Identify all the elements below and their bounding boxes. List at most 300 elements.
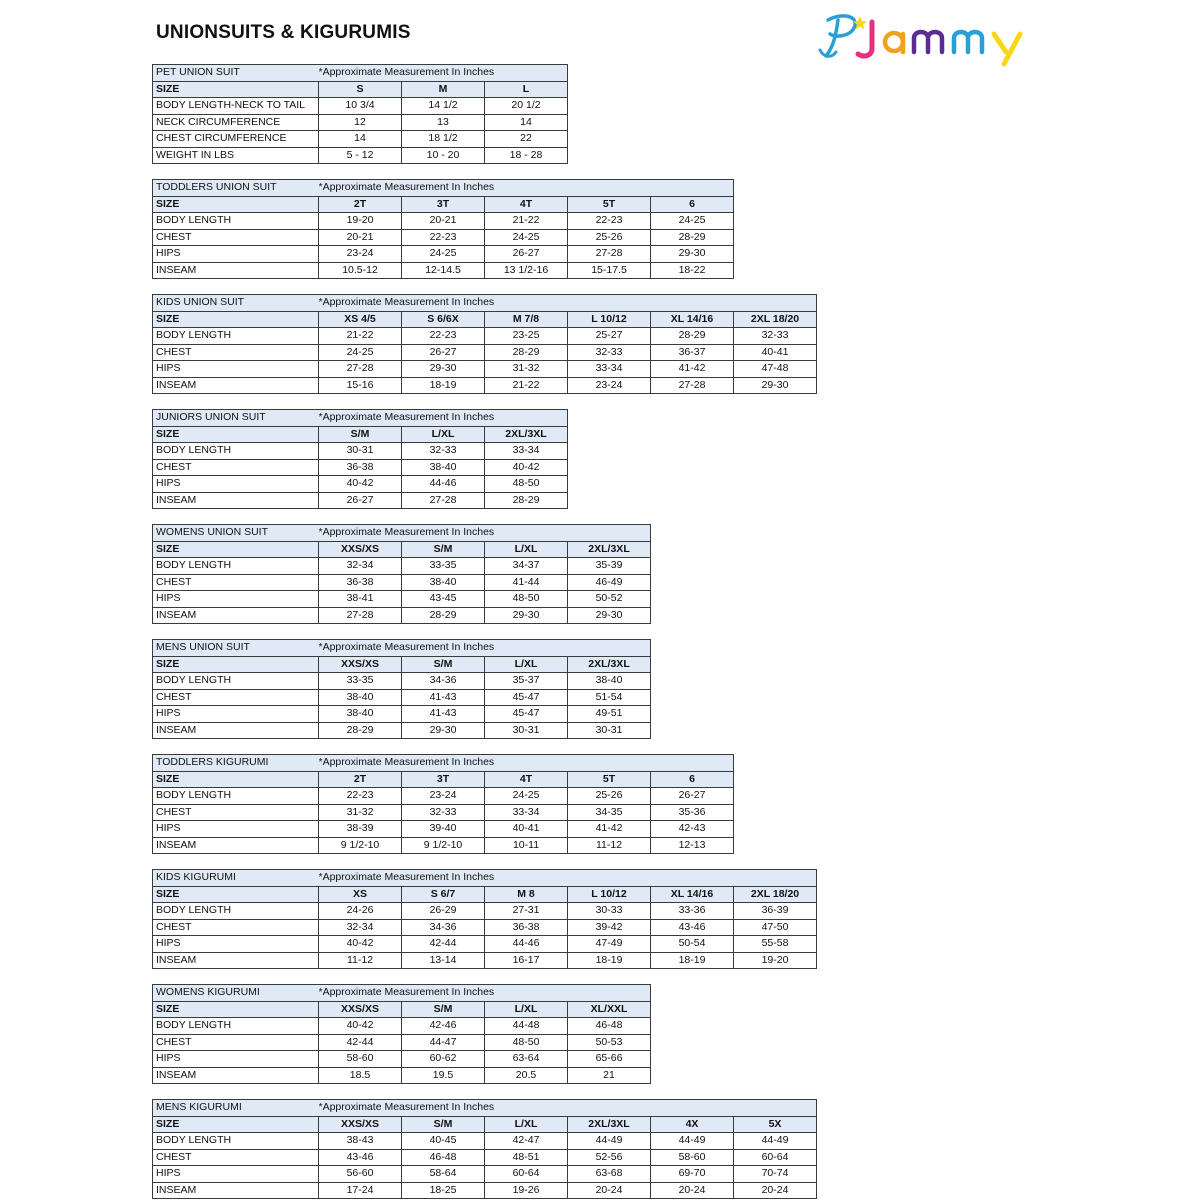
size-header-label: SIZE xyxy=(153,771,319,788)
measurement-value: 12-13 xyxy=(651,837,734,854)
table-row xyxy=(153,262,734,279)
table-title: PET UNION SUIT xyxy=(153,65,319,82)
measurement-value: 20-24 xyxy=(651,1182,734,1199)
size-column-header: 2T xyxy=(319,771,402,788)
measurement-label: INSEAM xyxy=(153,1067,319,1084)
measurement-value: 24-25 xyxy=(402,246,485,263)
measurement-value: 49-51 xyxy=(568,706,651,723)
measurement-value: 30-31 xyxy=(568,722,651,739)
measurement-value: 13-14 xyxy=(402,952,485,969)
measurement-value: 65-66 xyxy=(568,1051,651,1068)
measurement-value: 41-42 xyxy=(568,821,651,838)
measurement-value: 33-34 xyxy=(485,443,568,460)
measurement-value: 22-23 xyxy=(402,229,485,246)
measurement-value: 5 - 12 xyxy=(319,147,402,164)
measurement-value: 20-24 xyxy=(568,1182,651,1199)
measurement-label: CHEST xyxy=(153,229,319,246)
size-header-label: SIZE xyxy=(153,541,319,558)
size-header-label: SIZE xyxy=(153,196,319,213)
size-column-header: L/XL xyxy=(485,541,568,558)
size-header-label: SIZE xyxy=(153,81,319,98)
table-row xyxy=(153,147,568,164)
size-column-header: S/M xyxy=(402,1116,485,1133)
measurement-value: 18-19 xyxy=(568,952,651,969)
measurement-value: 45-47 xyxy=(485,706,568,723)
size-column-header: XS 4/5 xyxy=(319,311,402,328)
measurement-value: 27-28 xyxy=(402,492,485,509)
measurement-value: 24-26 xyxy=(319,903,402,920)
measurement-value: 33-34 xyxy=(568,361,651,378)
measurement-value: 29-30 xyxy=(651,246,734,263)
measurement-value: 14 xyxy=(319,131,402,148)
table-title: MENS UNION SUIT xyxy=(153,640,319,657)
size-column-header: 4T xyxy=(485,771,568,788)
size-column-header: L/XL xyxy=(485,1001,568,1018)
measurement-label: HIPS xyxy=(153,246,319,263)
measurement-value: 18 - 28 xyxy=(485,147,568,164)
measurement-value: 33-36 xyxy=(651,903,734,920)
measurement-value: 46-49 xyxy=(568,574,651,591)
measurement-value: 29-30 xyxy=(734,377,817,394)
measurement-label: INSEAM xyxy=(153,837,319,854)
measurement-value: 19.5 xyxy=(402,1067,485,1084)
measurement-value: 48-50 xyxy=(485,1034,568,1051)
measurement-value: 48-51 xyxy=(485,1149,568,1166)
measurement-value: 24-25 xyxy=(651,213,734,230)
measurement-note: *Approximate Measurement In Inches xyxy=(319,525,651,542)
measurement-value: 28-29 xyxy=(319,722,402,739)
size-column-header: XXS/XS xyxy=(319,1116,402,1133)
table-row xyxy=(153,443,568,460)
size-column-header: 4X xyxy=(651,1116,734,1133)
measurement-value: 36-38 xyxy=(319,459,402,476)
measurement-value: 30-31 xyxy=(485,722,568,739)
measurement-value: 40-45 xyxy=(402,1133,485,1150)
measurement-value: 25-26 xyxy=(568,229,651,246)
measurement-value: 23-25 xyxy=(485,328,568,345)
size-column-header: M xyxy=(402,81,485,98)
table-row xyxy=(153,804,734,821)
measurement-value: 25-27 xyxy=(568,328,651,345)
measurement-value: 22-23 xyxy=(568,213,651,230)
measurement-note: *Approximate Measurement In Inches xyxy=(319,755,734,772)
measurement-value: 27-28 xyxy=(568,246,651,263)
table-row xyxy=(153,607,651,624)
measurement-value: 28-29 xyxy=(651,229,734,246)
measurement-value: 32-34 xyxy=(319,558,402,575)
table-row xyxy=(153,936,817,953)
size-header-label: SIZE xyxy=(153,426,319,443)
measurement-value: 35-39 xyxy=(568,558,651,575)
measurement-value: 31-32 xyxy=(319,804,402,821)
measurement-value: 38-40 xyxy=(402,459,485,476)
table-row xyxy=(153,689,651,706)
womens-kigurumi-table xyxy=(152,984,651,1084)
measurement-value: 39-40 xyxy=(402,821,485,838)
size-column-header: XL 14/16 xyxy=(651,886,734,903)
measurement-value: 12 xyxy=(319,114,402,131)
measurement-value: 51-54 xyxy=(568,689,651,706)
table-row xyxy=(153,788,734,805)
measurement-label: CHEST xyxy=(153,459,319,476)
size-column-header: XXS/XS xyxy=(319,541,402,558)
measurement-label: WEIGHT IN LBS xyxy=(153,147,319,164)
mens-union-suit-table xyxy=(152,639,651,739)
measurement-label: BODY LENGTH xyxy=(153,328,319,345)
size-column-header: L xyxy=(485,81,568,98)
measurement-value: 31-32 xyxy=(485,361,568,378)
measurement-value: 21 xyxy=(568,1067,651,1084)
table-row xyxy=(153,919,817,936)
table-row xyxy=(153,361,817,378)
measurement-value: 21-22 xyxy=(485,213,568,230)
measurement-value: 43-46 xyxy=(319,1149,402,1166)
size-header-label: SIZE xyxy=(153,656,319,673)
size-column-header: S/M xyxy=(402,1001,485,1018)
size-column-header: S 6/7 xyxy=(402,886,485,903)
measurement-value: 20-21 xyxy=(402,213,485,230)
measurement-value: 38-40 xyxy=(319,706,402,723)
measurement-value: 30-31 xyxy=(319,443,402,460)
measurement-value: 38-40 xyxy=(568,673,651,690)
measurement-value: 16-17 xyxy=(485,952,568,969)
measurement-value: 9 1/2-10 xyxy=(319,837,402,854)
measurement-value: 70-74 xyxy=(734,1166,817,1183)
pet-union-suit-table xyxy=(152,64,568,164)
measurement-value: 42-46 xyxy=(402,1018,485,1035)
measurement-value: 28-29 xyxy=(485,492,568,509)
measurement-label: INSEAM xyxy=(153,952,319,969)
measurement-value: 19-20 xyxy=(319,213,402,230)
table-row xyxy=(153,903,817,920)
table-row xyxy=(153,344,817,361)
measurement-label: INSEAM xyxy=(153,492,319,509)
measurement-label: BODY LENGTH xyxy=(153,1133,319,1150)
table-row xyxy=(153,213,734,230)
size-column-header: 2XL/3XL xyxy=(485,426,568,443)
size-column-header: 5X xyxy=(734,1116,817,1133)
measurement-value: 23-24 xyxy=(402,788,485,805)
measurement-value: 23-24 xyxy=(319,246,402,263)
measurement-value: 60-64 xyxy=(485,1166,568,1183)
measurement-value: 41-43 xyxy=(402,689,485,706)
measurement-value: 36-39 xyxy=(734,903,817,920)
measurement-label: BODY LENGTH xyxy=(153,1018,319,1035)
measurement-value: 22-23 xyxy=(319,788,402,805)
measurement-value: 27-31 xyxy=(485,903,568,920)
measurement-value: 47-48 xyxy=(734,361,817,378)
measurement-value: 36-38 xyxy=(319,574,402,591)
measurement-value: 26-27 xyxy=(651,788,734,805)
table-row xyxy=(153,821,734,838)
size-column-header: 6 xyxy=(651,196,734,213)
table-title: KIDS UNION SUIT xyxy=(153,295,319,312)
measurement-label: BODY LENGTH xyxy=(153,443,319,460)
measurement-value: 26-27 xyxy=(485,246,568,263)
measurement-value: 43-45 xyxy=(402,591,485,608)
measurement-note: *Approximate Measurement In Inches xyxy=(319,985,651,1002)
table-title: KIDS KIGURUMI xyxy=(153,870,319,887)
measurement-value: 27-28 xyxy=(319,607,402,624)
table-row xyxy=(153,722,651,739)
measurement-value: 42-43 xyxy=(651,821,734,838)
table-title: TODDLERS KIGURUMI xyxy=(153,755,319,772)
measurement-note: *Approximate Measurement In Inches xyxy=(319,65,568,82)
table-title: MENS KIGURUMI xyxy=(153,1100,319,1117)
measurement-value: 38-40 xyxy=(402,574,485,591)
measurement-value: 35-36 xyxy=(651,804,734,821)
measurement-value: 46-48 xyxy=(568,1018,651,1035)
size-column-header: 5T xyxy=(568,196,651,213)
table-row xyxy=(153,706,651,723)
measurement-value: 10 - 20 xyxy=(402,147,485,164)
measurement-value: 35-37 xyxy=(485,673,568,690)
measurement-value: 27-28 xyxy=(319,361,402,378)
size-column-header: S 6/6X xyxy=(402,311,485,328)
measurement-label: BODY LENGTH xyxy=(153,903,319,920)
measurement-label: HIPS xyxy=(153,936,319,953)
measurement-label: HIPS xyxy=(153,1051,319,1068)
table-row xyxy=(153,229,734,246)
juniors-union-suit-table xyxy=(152,409,568,509)
measurement-value: 14 xyxy=(485,114,568,131)
size-column-header: L 10/12 xyxy=(568,886,651,903)
measurement-value: 60-64 xyxy=(734,1149,817,1166)
measurement-value: 11-12 xyxy=(568,837,651,854)
measurement-value: 29-30 xyxy=(568,607,651,624)
measurement-label: BODY LENGTH xyxy=(153,558,319,575)
measurement-value: 44-46 xyxy=(402,476,485,493)
measurement-value: 55-58 xyxy=(734,936,817,953)
measurement-value: 33-35 xyxy=(319,673,402,690)
measurement-value: 34-36 xyxy=(402,919,485,936)
size-column-header: 5T xyxy=(568,771,651,788)
measurement-label: CHEST xyxy=(153,919,319,936)
size-column-header: L/XL xyxy=(485,656,568,673)
measurement-label: HIPS xyxy=(153,1166,319,1183)
measurement-value: 26-29 xyxy=(402,903,485,920)
measurement-label: INSEAM xyxy=(153,722,319,739)
measurement-value: 22 xyxy=(485,131,568,148)
size-column-header: 6 xyxy=(651,771,734,788)
measurement-value: 32-33 xyxy=(402,443,485,460)
measurement-value: 24-25 xyxy=(485,229,568,246)
measurement-value: 32-33 xyxy=(734,328,817,345)
measurement-value: 10-11 xyxy=(485,837,568,854)
measurement-value: 40-41 xyxy=(734,344,817,361)
measurement-value: 58-60 xyxy=(651,1149,734,1166)
measurement-value: 40-42 xyxy=(485,459,568,476)
table-row xyxy=(153,459,568,476)
measurement-value: 44-49 xyxy=(734,1133,817,1150)
measurement-label: NECK CIRCUMFERENCE xyxy=(153,114,319,131)
measurement-value: 30-33 xyxy=(568,903,651,920)
page-title: UNIONSUITS & KIGURUMIS xyxy=(156,22,411,43)
table-row xyxy=(153,574,651,591)
measurement-value: 14 1/2 xyxy=(402,98,485,115)
measurement-value: 20-24 xyxy=(734,1182,817,1199)
measurement-value: 29-30 xyxy=(402,361,485,378)
measurement-value: 38-39 xyxy=(319,821,402,838)
measurement-label: HIPS xyxy=(153,706,319,723)
measurement-value: 20-21 xyxy=(319,229,402,246)
measurement-value: 40-42 xyxy=(319,936,402,953)
measurement-value: 18-19 xyxy=(651,952,734,969)
measurement-value: 32-34 xyxy=(319,919,402,936)
measurement-note: *Approximate Measurement In Inches xyxy=(319,180,734,197)
size-column-header: 3T xyxy=(402,771,485,788)
measurement-label: INSEAM xyxy=(153,607,319,624)
measurement-value: 42-44 xyxy=(402,936,485,953)
measurement-label: CHEST xyxy=(153,574,319,591)
table-row xyxy=(153,952,817,969)
measurement-value: 18 1/2 xyxy=(402,131,485,148)
measurement-note: *Approximate Measurement In Inches xyxy=(319,870,817,887)
measurement-value: 18-19 xyxy=(402,377,485,394)
measurement-value: 45-47 xyxy=(485,689,568,706)
table-row xyxy=(153,1182,817,1199)
size-column-header: XXS/XS xyxy=(319,1001,402,1018)
measurement-value: 15-17.5 xyxy=(568,262,651,279)
measurement-value: 22-23 xyxy=(402,328,485,345)
measurement-value: 41-42 xyxy=(651,361,734,378)
measurement-value: 44-48 xyxy=(485,1018,568,1035)
measurement-value: 21-22 xyxy=(485,377,568,394)
measurement-value: 50-53 xyxy=(568,1034,651,1051)
measurement-value: 63-68 xyxy=(568,1166,651,1183)
measurement-value: 18-25 xyxy=(402,1182,485,1199)
table-row xyxy=(153,1051,651,1068)
measurement-label: INSEAM xyxy=(153,1182,319,1199)
measurement-value: 25-26 xyxy=(568,788,651,805)
size-header-label: SIZE xyxy=(153,1116,319,1133)
measurement-label: CHEST xyxy=(153,344,319,361)
measurement-value: 43-46 xyxy=(651,919,734,936)
size-column-header: S/M xyxy=(319,426,402,443)
measurement-value: 9 1/2-10 xyxy=(402,837,485,854)
size-column-header: XXS/XS xyxy=(319,656,402,673)
measurement-value: 63-64 xyxy=(485,1051,568,1068)
womens-union-suit-table xyxy=(152,524,651,624)
measurement-label: BODY LENGTH-NECK TO TAIL xyxy=(153,98,319,115)
measurement-value: 33-34 xyxy=(485,804,568,821)
measurement-value: 48-50 xyxy=(485,591,568,608)
measurement-value: 50-52 xyxy=(568,591,651,608)
measurement-value: 41-44 xyxy=(485,574,568,591)
measurement-value: 47-49 xyxy=(568,936,651,953)
size-column-header: 2XL/3XL xyxy=(568,656,651,673)
table-row xyxy=(153,673,651,690)
measurement-value: 36-38 xyxy=(485,919,568,936)
measurement-value: 15-16 xyxy=(319,377,402,394)
table-row xyxy=(153,476,568,493)
measurement-value: 24-25 xyxy=(319,344,402,361)
measurement-label: CHEST CIRCUMFERENCE xyxy=(153,131,319,148)
measurement-value: 48-50 xyxy=(485,476,568,493)
measurement-value: 24-25 xyxy=(485,788,568,805)
measurement-value: 12-14.5 xyxy=(402,262,485,279)
measurement-value: 60-62 xyxy=(402,1051,485,1068)
measurement-value: 42-44 xyxy=(319,1034,402,1051)
table-row xyxy=(153,1133,817,1150)
size-column-header: L/XL xyxy=(485,1116,568,1133)
kids-kigurumi-table xyxy=(152,869,817,969)
measurement-label: INSEAM xyxy=(153,262,319,279)
measurement-value: 47-50 xyxy=(734,919,817,936)
measurement-value: 29-30 xyxy=(485,607,568,624)
measurement-label: HIPS xyxy=(153,361,319,378)
toddlers-union-suit-table xyxy=(152,179,734,279)
measurement-value: 36-37 xyxy=(651,344,734,361)
size-column-header: XL/XXL xyxy=(568,1001,651,1018)
table-row xyxy=(153,492,568,509)
size-column-header: L/XL xyxy=(402,426,485,443)
measurement-value: 23-24 xyxy=(568,377,651,394)
size-column-header: L 10/12 xyxy=(568,311,651,328)
measurement-note: *Approximate Measurement In Inches xyxy=(319,295,817,312)
table-title: TODDLERS UNION SUIT xyxy=(153,180,319,197)
measurement-value: 69-70 xyxy=(651,1166,734,1183)
measurement-value: 58-64 xyxy=(402,1166,485,1183)
mens-kigurumi-table xyxy=(152,1099,817,1199)
measurement-value: 38-40 xyxy=(319,689,402,706)
measurement-label: HIPS xyxy=(153,476,319,493)
measurement-value: 28-29 xyxy=(402,607,485,624)
measurement-value: 44-47 xyxy=(402,1034,485,1051)
measurement-value: 34-35 xyxy=(568,804,651,821)
measurement-value: 33-35 xyxy=(402,558,485,575)
measurement-value: 52-56 xyxy=(568,1149,651,1166)
size-column-header: 3T xyxy=(402,196,485,213)
brand-logo xyxy=(814,4,1054,70)
measurement-value: 40-42 xyxy=(319,476,402,493)
measurement-value: 32-33 xyxy=(568,344,651,361)
measurement-value: 18-22 xyxy=(651,262,734,279)
table-title: WOMENS UNION SUIT xyxy=(153,525,319,542)
measurement-value: 11-12 xyxy=(319,952,402,969)
size-column-header: 2XL/3XL xyxy=(568,541,651,558)
table-row xyxy=(153,1018,651,1035)
measurement-value: 29-30 xyxy=(402,722,485,739)
measurement-note: *Approximate Measurement In Inches xyxy=(319,1100,817,1117)
table-row xyxy=(153,1067,651,1084)
table-row xyxy=(153,1149,817,1166)
measurement-value: 20 1/2 xyxy=(485,98,568,115)
kids-union-suit-table xyxy=(152,294,817,394)
measurement-label: BODY LENGTH xyxy=(153,673,319,690)
table-title: WOMENS KIGURUMI xyxy=(153,985,319,1002)
measurement-value: 13 1/2-16 xyxy=(485,262,568,279)
measurement-value: 39-42 xyxy=(568,919,651,936)
measurement-note: *Approximate Measurement In Inches xyxy=(319,640,651,657)
measurement-value: 41-43 xyxy=(402,706,485,723)
toddlers-kigurumi-table xyxy=(152,754,734,854)
measurement-value: 38-41 xyxy=(319,591,402,608)
measurement-value: 40-42 xyxy=(319,1018,402,1035)
table-row xyxy=(153,98,568,115)
measurement-value: 32-33 xyxy=(402,804,485,821)
size-header-label: SIZE xyxy=(153,1001,319,1018)
measurement-value: 27-28 xyxy=(651,377,734,394)
size-header-label: SIZE xyxy=(153,311,319,328)
table-row xyxy=(153,837,734,854)
size-column-header: 2XL 18/20 xyxy=(734,311,817,328)
size-column-header: 2XL/3XL xyxy=(568,1116,651,1133)
measurement-label: INSEAM xyxy=(153,377,319,394)
table-row xyxy=(153,246,734,263)
measurement-note: *Approximate Measurement In Inches xyxy=(319,410,568,427)
measurement-value: 28-29 xyxy=(485,344,568,361)
